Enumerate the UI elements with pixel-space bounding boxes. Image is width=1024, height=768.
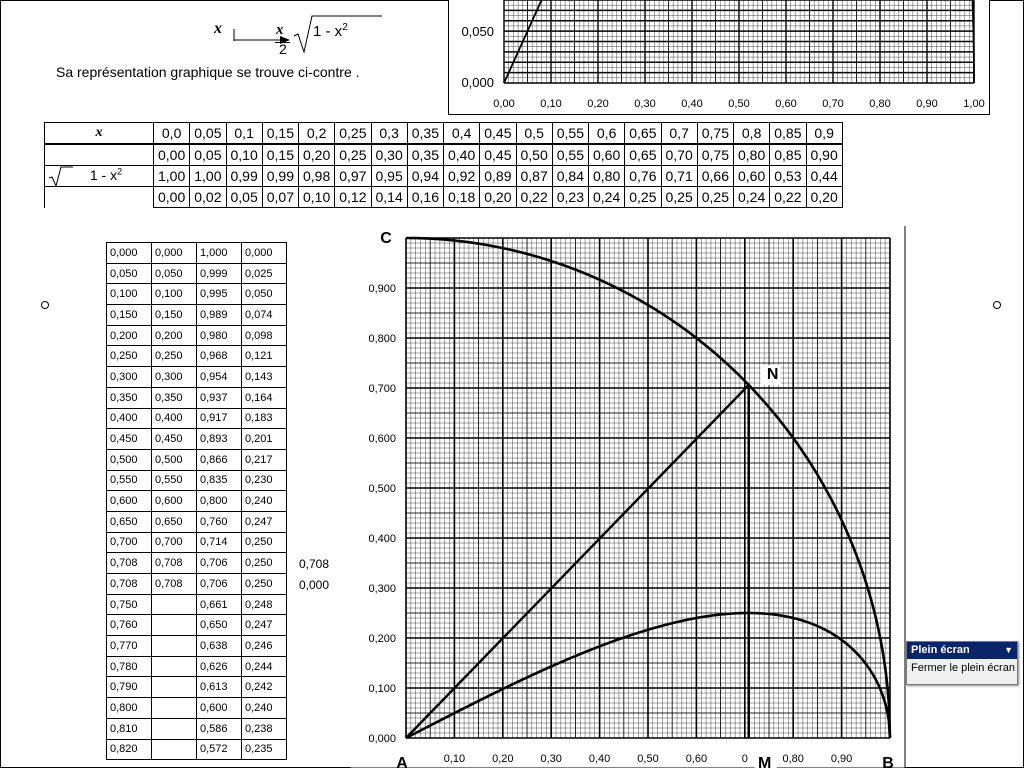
table-cell[interactable]: 0,248 <box>242 594 287 615</box>
x-tick-label: 0,90 <box>916 98 938 110</box>
table-cell[interactable]: 0,100 <box>107 284 152 305</box>
x-tick-label: 0,20 <box>587 98 609 110</box>
table-cell[interactable]: 0,250 <box>242 553 287 574</box>
table-cell[interactable]: 0,708 <box>152 553 197 574</box>
table-cell[interactable]: 0,650 <box>197 615 242 636</box>
blank-header-cell <box>45 187 154 208</box>
row-b-cell: 0,89 <box>480 166 516 187</box>
small-chart[interactable] <box>448 0 990 115</box>
table-cell[interactable]: 0,550 <box>107 470 152 491</box>
table-cell[interactable]: 0,893 <box>197 429 242 450</box>
table-cell[interactable]: 0,968 <box>197 346 242 367</box>
row-a-cell: 0,70 <box>661 144 697 166</box>
table-cell[interactable] <box>152 615 197 636</box>
main-chart[interactable] <box>350 226 906 768</box>
table-row <box>107 367 287 388</box>
table-cell[interactable]: 0,450 <box>107 429 152 450</box>
x-tick-label: 0 <box>741 753 748 765</box>
table-cell[interactable]: 0,500 <box>152 449 197 470</box>
side-value-2: 0,000 <box>299 578 330 592</box>
row-a-cell: 0,00 <box>154 144 190 166</box>
x-value-cell: 0,7 <box>661 123 697 145</box>
toolbar-title: Plein écran <box>911 644 970 656</box>
table-cell[interactable]: 0,250 <box>107 346 152 367</box>
y-tick-label: 0,300 <box>368 583 396 595</box>
x-tick-label: 0,60 <box>685 753 708 765</box>
table-row <box>107 739 287 760</box>
table-cell[interactable]: 0,200 <box>152 325 197 346</box>
row-b-cell: 1,00 <box>154 166 190 187</box>
table-cell[interactable]: 0,866 <box>197 449 242 470</box>
table-cell[interactable]: 0,201 <box>242 429 287 450</box>
table-cell[interactable]: 0,820 <box>107 739 152 760</box>
table-cell[interactable]: 0,917 <box>197 408 242 429</box>
table-cell[interactable]: 0,150 <box>152 305 197 326</box>
table-row <box>107 429 287 450</box>
x-value-cell: 0,35 <box>407 123 443 145</box>
x-value-cell: 0,4 <box>444 123 480 145</box>
table-cell[interactable]: 0,760 <box>107 615 152 636</box>
table-row <box>107 636 287 657</box>
table-cell[interactable]: 0,500 <box>107 449 152 470</box>
row-a-cell: 0,80 <box>734 144 770 166</box>
x-value-cell: 0,8 <box>734 123 770 145</box>
table-cell[interactable]: 0,400 <box>152 408 197 429</box>
x-tick-label: 0,80 <box>869 98 891 110</box>
table-cell[interactable]: 0,586 <box>197 718 242 739</box>
table-cell[interactable]: 0,240 <box>242 491 287 512</box>
table-cell[interactable]: 0,450 <box>152 429 197 450</box>
table-cell[interactable]: 0,240 <box>242 698 287 719</box>
sqrt-header-radicand: 1 - x <box>89 167 118 184</box>
table-row <box>107 263 287 284</box>
table-cell[interactable]: 0,000 <box>242 243 287 264</box>
row-a-cell: 0,85 <box>770 144 806 166</box>
table-cell[interactable]: 0,650 <box>152 511 197 532</box>
table-cell[interactable]: 0,810 <box>107 718 152 739</box>
table-cell[interactable]: 0,242 <box>242 677 287 698</box>
table-cell[interactable]: 0,770 <box>107 636 152 657</box>
toolbar-title-bar[interactable] <box>907 642 1017 659</box>
table-row <box>107 656 287 677</box>
x-value-cell: 0,55 <box>552 123 588 145</box>
x-tick-label: 0,20 <box>492 753 514 765</box>
row-b-cell: 0,84 <box>552 166 588 187</box>
x-value-cell: 0,6 <box>589 123 625 145</box>
row-c-cell: 0,07 <box>262 187 298 208</box>
table-cell[interactable]: 0,238 <box>242 718 287 739</box>
x-tick-label: 0,10 <box>443 753 466 765</box>
row-c-cell: 0,16 <box>407 187 443 208</box>
row-c-cell: 0,14 <box>371 187 407 208</box>
row-a-cell: 0,15 <box>262 144 298 166</box>
x-value-cell: 0,9 <box>806 123 842 145</box>
blank-header-cell <box>45 144 154 166</box>
table-row <box>107 615 287 636</box>
table-cell[interactable]: 0,980 <box>197 325 242 346</box>
row-a-cell: 0,10 <box>226 144 262 166</box>
row-a-cell: 0,65 <box>625 144 661 166</box>
row-b-cell: 0,99 <box>262 166 298 187</box>
x-value-cell: 0,0 <box>154 123 190 145</box>
y-tick-label: 0,050 <box>461 24 494 40</box>
table-cell[interactable]: 0,074 <box>242 305 287 326</box>
table-cell[interactable]: 0,750 <box>107 594 152 615</box>
table-cell[interactable]: 0,121 <box>242 346 287 367</box>
table-cell[interactable]: 0,300 <box>107 367 152 388</box>
x-value-cell: 0,15 <box>262 123 298 145</box>
row-a-cell: 0,25 <box>335 144 371 166</box>
table-cell[interactable]: 0,600 <box>107 491 152 512</box>
row-c-cell: 0,25 <box>625 187 661 208</box>
table-cell[interactable]: 0,246 <box>242 636 287 657</box>
table-cell[interactable]: 0,954 <box>197 367 242 388</box>
table-cell[interactable]: 0,150 <box>107 305 152 326</box>
table-cell[interactable] <box>152 677 197 698</box>
close-full-screen-button[interactable]: Fermer le plein écran <box>911 662 1015 674</box>
y-tick-label: 0,400 <box>368 533 396 545</box>
table-row <box>107 305 287 326</box>
table-cell[interactable]: 0,025 <box>242 263 287 284</box>
table-cell[interactable] <box>152 636 197 657</box>
table-row <box>107 677 287 698</box>
row-c-cell: 0,20 <box>480 187 516 208</box>
table-cell[interactable]: 1,000 <box>197 243 242 264</box>
table-row <box>107 387 287 408</box>
x-tick-label: 0,90 <box>830 753 853 765</box>
radicand-exponent: 2 <box>342 22 348 33</box>
row-a-cell: 0,35 <box>407 144 443 166</box>
row-c-cell: 0,10 <box>299 187 335 208</box>
x-value-cell: 0,3 <box>371 123 407 145</box>
table-cell[interactable]: 0,706 <box>197 553 242 574</box>
row-c-cell: 0,12 <box>335 187 371 208</box>
sqrt-header-exponent: 2 <box>117 166 123 177</box>
row-b-cell: 0,71 <box>661 166 697 187</box>
row-c-cell: 0,24 <box>589 187 625 208</box>
row-a-cell: 0,45 <box>480 144 516 166</box>
row-a-cell: 0,20 <box>299 144 335 166</box>
row-b-cell: 0,95 <box>371 166 407 187</box>
table-cell[interactable]: 0,164 <box>242 387 287 408</box>
table-row <box>107 243 287 264</box>
table-cell[interactable]: 0,613 <box>197 677 242 698</box>
row-b-cell: 1,00 <box>190 166 226 187</box>
table-cell[interactable]: 0,638 <box>197 636 242 657</box>
table-row <box>107 449 287 470</box>
row-a-cell: 0,40 <box>444 144 480 166</box>
table-cell[interactable]: 0,000 <box>152 243 197 264</box>
table-cell[interactable]: 0,989 <box>197 305 242 326</box>
x-tick-label: 0,80 <box>782 753 804 765</box>
row-c-cell: 0,20 <box>806 187 842 208</box>
point-label-M: M <box>758 755 772 768</box>
table-cell[interactable]: 0,098 <box>242 325 287 346</box>
row-a-cell: 0,90 <box>806 144 842 166</box>
values-table <box>44 122 843 208</box>
point-label-B: B <box>882 755 894 768</box>
x-tick-label: 0,50 <box>728 98 750 110</box>
sqrt-header-text <box>90 167 122 183</box>
row-c-cell: 0,25 <box>661 187 697 208</box>
table-cell[interactable]: 0,780 <box>107 656 152 677</box>
row-a-cell: 0,55 <box>552 144 588 166</box>
x-tick-label: 0,30 <box>634 98 656 110</box>
table-cell[interactable]: 0,230 <box>242 470 287 491</box>
x-value-cell: 0,25 <box>335 123 371 145</box>
row-b-cell: 0,98 <box>299 166 335 187</box>
row-c-cell: 0,22 <box>770 187 806 208</box>
table-cell[interactable]: 0,572 <box>197 739 242 760</box>
table-row <box>107 491 287 512</box>
selection-handle-right[interactable] <box>993 301 1001 309</box>
row-c-cell: 0,25 <box>697 187 733 208</box>
table-cell[interactable]: 0,250 <box>242 574 287 595</box>
table-cell[interactable]: 0,650 <box>107 511 152 532</box>
table-row <box>107 594 287 615</box>
formula <box>214 14 404 64</box>
row-c-cell: 0,00 <box>154 187 190 208</box>
y-tick-label: 0,000 <box>461 75 494 90</box>
y-tick-label: 0,600 <box>368 433 396 445</box>
x-tick-label: 0,70 <box>822 98 844 110</box>
table-row <box>107 284 287 305</box>
point-label-A: A <box>396 755 408 768</box>
table-row <box>107 325 287 346</box>
table-cell[interactable]: 0,400 <box>107 408 152 429</box>
x-tick-label: 0,10 <box>540 98 562 110</box>
full-screen-toolbar <box>906 641 1018 685</box>
table-cell[interactable]: 0,700 <box>107 532 152 553</box>
formula-radicand <box>313 22 348 40</box>
table-cell[interactable]: 0,600 <box>197 698 242 719</box>
table-cell[interactable]: 0,250 <box>242 532 287 553</box>
row-a-cell: 0,60 <box>589 144 625 166</box>
x-tick-label: 0,00 <box>493 98 515 110</box>
table-cell[interactable]: 0,050 <box>242 284 287 305</box>
table-cell[interactable] <box>152 739 197 760</box>
table-cell[interactable]: 0,800 <box>107 698 152 719</box>
caption: Sa représentation graphique se trouve ci-contre . <box>56 64 360 80</box>
side-value-1: 0,708 <box>299 557 330 571</box>
table-cell[interactable] <box>152 698 197 719</box>
x-value-cell: 0,75 <box>697 123 733 145</box>
table-row <box>107 553 287 574</box>
table-cell[interactable]: 0,706 <box>197 574 242 595</box>
row-b-cell: 0,80 <box>589 166 625 187</box>
y-tick-label: 0,800 <box>368 333 396 345</box>
table-cell[interactable]: 0,937 <box>197 387 242 408</box>
table-cell[interactable]: 0,760 <box>197 511 242 532</box>
row-b-cell: 0,92 <box>444 166 480 187</box>
table-cell[interactable] <box>152 594 197 615</box>
x-value-cell: 0,2 <box>299 123 335 145</box>
row-c-cell: 0,18 <box>444 187 480 208</box>
chevron-down-icon[interactable]: ▼ <box>1004 645 1013 655</box>
table-cell[interactable]: 0,244 <box>242 656 287 677</box>
table-cell[interactable]: 0,550 <box>152 470 197 491</box>
table-row <box>107 408 287 429</box>
point-label-C: C <box>380 230 392 247</box>
formula-numerator: x <box>276 22 284 38</box>
x-value-cell: 0,65 <box>625 123 661 145</box>
table-cell[interactable]: 0,790 <box>107 677 152 698</box>
row-c-cell: 0,23 <box>552 187 588 208</box>
row-c-cell: 0,02 <box>190 187 226 208</box>
radicand-text: 1 - x <box>313 23 343 40</box>
table-row <box>107 511 287 532</box>
x-value-cell: 0,45 <box>480 123 516 145</box>
table-cell[interactable]: 0,626 <box>197 656 242 677</box>
table-cell[interactable]: 0,708 <box>152 574 197 595</box>
row-b-cell: 0,44 <box>806 166 842 187</box>
x-tick-label: 0,40 <box>681 98 703 110</box>
table-cell[interactable]: 0,143 <box>242 367 287 388</box>
row-b-cell: 0,87 <box>516 166 552 187</box>
row-b-cell: 0,99 <box>226 166 262 187</box>
table-cell[interactable]: 0,300 <box>152 367 197 388</box>
table-cell[interactable]: 0,661 <box>197 594 242 615</box>
table-cell[interactable]: 0,000 <box>107 243 152 264</box>
row-b-cell: 0,97 <box>335 166 371 187</box>
table-cell[interactable]: 0,247 <box>242 615 287 636</box>
x-value-cell: 0,05 <box>190 123 226 145</box>
x-value-cell: 0,5 <box>516 123 552 145</box>
column-table <box>106 242 287 760</box>
table-cell[interactable]: 0,600 <box>152 491 197 512</box>
table-cell[interactable]: 0,708 <box>107 553 152 574</box>
table-row <box>107 532 287 553</box>
y-tick-label: 0,000 <box>368 733 396 745</box>
row-b-cell: 0,66 <box>697 166 733 187</box>
table-cell[interactable]: 0,235 <box>242 739 287 760</box>
formula-denominator: 2 <box>279 41 287 57</box>
x-tick-label: 0,50 <box>637 753 659 765</box>
x-value-cell: 0,85 <box>770 123 806 145</box>
x-tick-label: 1,00 <box>963 98 985 110</box>
sqrt-sign-icon <box>47 166 73 186</box>
x-tick-label: 0,40 <box>588 753 611 765</box>
table-cell[interactable]: 0,835 <box>197 470 242 491</box>
row-b-cell: 0,53 <box>770 166 806 187</box>
selection-handle-left[interactable] <box>41 301 49 309</box>
table-cell[interactable]: 0,050 <box>107 263 152 284</box>
table-row <box>107 718 287 739</box>
row-a-cell: 0,05 <box>190 144 226 166</box>
table-cell[interactable]: 0,100 <box>152 284 197 305</box>
table-row <box>107 698 287 719</box>
row-b-cell: 0,60 <box>734 166 770 187</box>
table-row <box>107 346 287 367</box>
table-cell[interactable]: 0,700 <box>152 532 197 553</box>
table-cell[interactable]: 0,800 <box>197 491 242 512</box>
table-cell[interactable]: 0,250 <box>152 346 197 367</box>
row-a-cell: 0,30 <box>371 144 407 166</box>
table-cell[interactable]: 0,708 <box>107 574 152 595</box>
y-tick-label: 0,700 <box>368 383 396 395</box>
y-tick-label: 0,500 <box>368 483 396 495</box>
table-cell[interactable]: 0,217 <box>242 449 287 470</box>
sqrt-header-cell <box>45 166 154 187</box>
table-cell[interactable]: 0,183 <box>242 408 287 429</box>
x-header-cell: x <box>45 123 154 145</box>
point-label-N: N <box>766 366 779 383</box>
table-cell[interactable] <box>152 656 197 677</box>
table-cell[interactable] <box>152 718 197 739</box>
y-tick-label: 0,200 <box>368 633 396 645</box>
y-tick-label: 0,100 <box>368 683 396 695</box>
x-tick-label: 0,30 <box>540 753 562 765</box>
table-cell[interactable]: 0,995 <box>197 284 242 305</box>
table-row <box>107 470 287 491</box>
row-c-cell: 0,05 <box>226 187 262 208</box>
x-tick-label: 0,60 <box>775 98 797 110</box>
row-c-cell: 0,24 <box>734 187 770 208</box>
table-cell[interactable]: 0,350 <box>152 387 197 408</box>
formula-variable: x <box>214 20 222 37</box>
row-a-cell: 0,75 <box>697 144 733 166</box>
table-cell[interactable]: 0,050 <box>152 263 197 284</box>
table-cell[interactable]: 0,200 <box>107 325 152 346</box>
row-a-cell: 0,50 <box>516 144 552 166</box>
table-cell[interactable]: 0,999 <box>197 263 242 284</box>
table-cell[interactable]: 0,350 <box>107 387 152 408</box>
row-c-cell: 0,22 <box>516 187 552 208</box>
row-b-cell: 0,76 <box>625 166 661 187</box>
table-cell[interactable]: 0,714 <box>197 532 242 553</box>
row-b-cell: 0,94 <box>407 166 443 187</box>
x-value-cell: 0,1 <box>226 123 262 145</box>
y-tick-label: 0,900 <box>368 283 396 295</box>
table-row <box>107 574 287 595</box>
table-cell[interactable]: 0,247 <box>242 511 287 532</box>
